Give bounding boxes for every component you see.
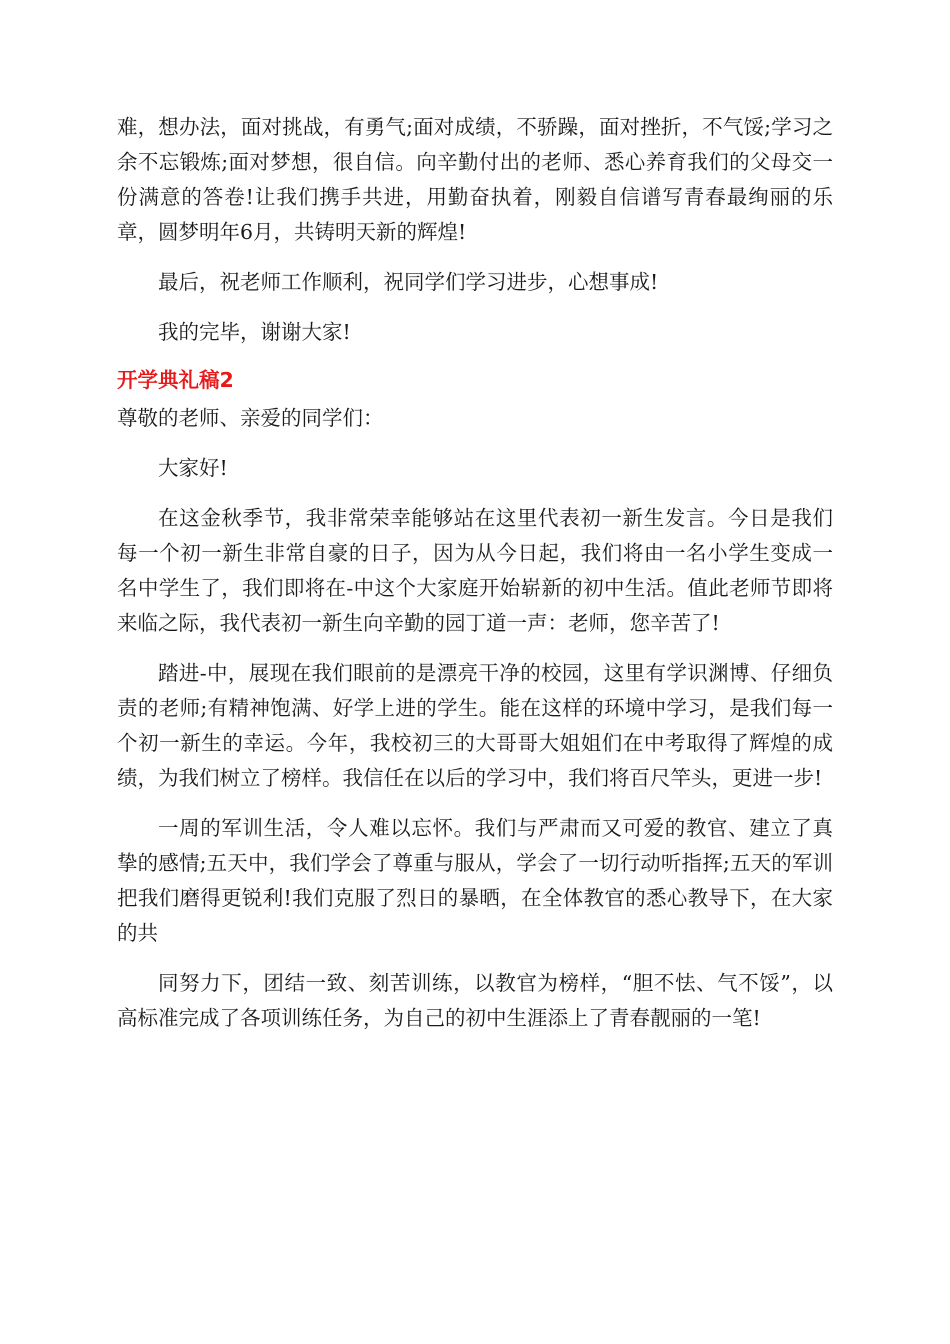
salutation: 尊敬的老师、亲爱的同学们：	[117, 406, 384, 430]
paragraph-campus: 踏进-中，展现在我们眼前的是漂亮干净的校园，这里有学识渊博、仔细负责的老师;有精神饱满、好学上进的学生。能在这样的环境中学习，是我们每一个初一新生的幸运。今年，我校初三的大哥哥大姐姐们在中考取得了辉煌的成绩，为我们树立了榜样。我信任在以后的学习中，我们将百尺竿头，更进一步!	[117, 661, 833, 790]
paragraph-military-training: 一周的军训生活，令人难以忘怀。我们与严肃而又可爱的教官、建立了真挚的感情;五天中，我们学会了尊重与服从，学会了一切行动听指挥;五天的军训把我们磨得更锐利!我们克服了烈日的暴晒，在全体教官的悉心教导下，在大家的共	[117, 816, 833, 945]
paragraph-effort: 同努力下，团结一致、刻苦训练，以教官为榜样，“胆不怯、气不馁”，以高标准完成了各项训练任务，为自己的初中生涯添上了青春靓丽的一笔!	[117, 971, 833, 1030]
paragraph-closing-wishes: 最后，祝老师工作顺利，祝同学们学习进步，心想事成!	[158, 270, 659, 294]
document-page	[117, 110, 833, 1051]
section-heading: 开学典礼稿2	[117, 368, 234, 392]
paragraph-greeting: 大家好!	[158, 456, 228, 480]
paragraph-continuation: 难，想办法，面对挑战，有勇气;面对成绩，不骄躁，面对挫折，不气馁;学习之余不忘锻炼;面对梦想，很自信。向辛勤付出的老师、悉心养育我们的父母交一份满意的答卷!让我们携手共进，用勤奋执着，刚毅自信谱写青春最绚丽的乐章，圆梦明年6月，共铸明天新的辉煌!	[117, 115, 833, 244]
paragraph-intro: 在这金秋季节，我非常荣幸能够站在这里代表初一新生发言。今日是我们每一个初一新生非常自豪的日子，因为从今日起，我们将由一名小学生变成一名中学生了，我们即将在-中这个大家庭开始崭新的初中生活。值此老师节即将来临之际，我代表初一新生向辛勤的园丁道一声：老师，您辛苦了!	[117, 506, 833, 635]
paragraph-thanks: 我的完毕，谢谢大家!	[158, 320, 351, 344]
